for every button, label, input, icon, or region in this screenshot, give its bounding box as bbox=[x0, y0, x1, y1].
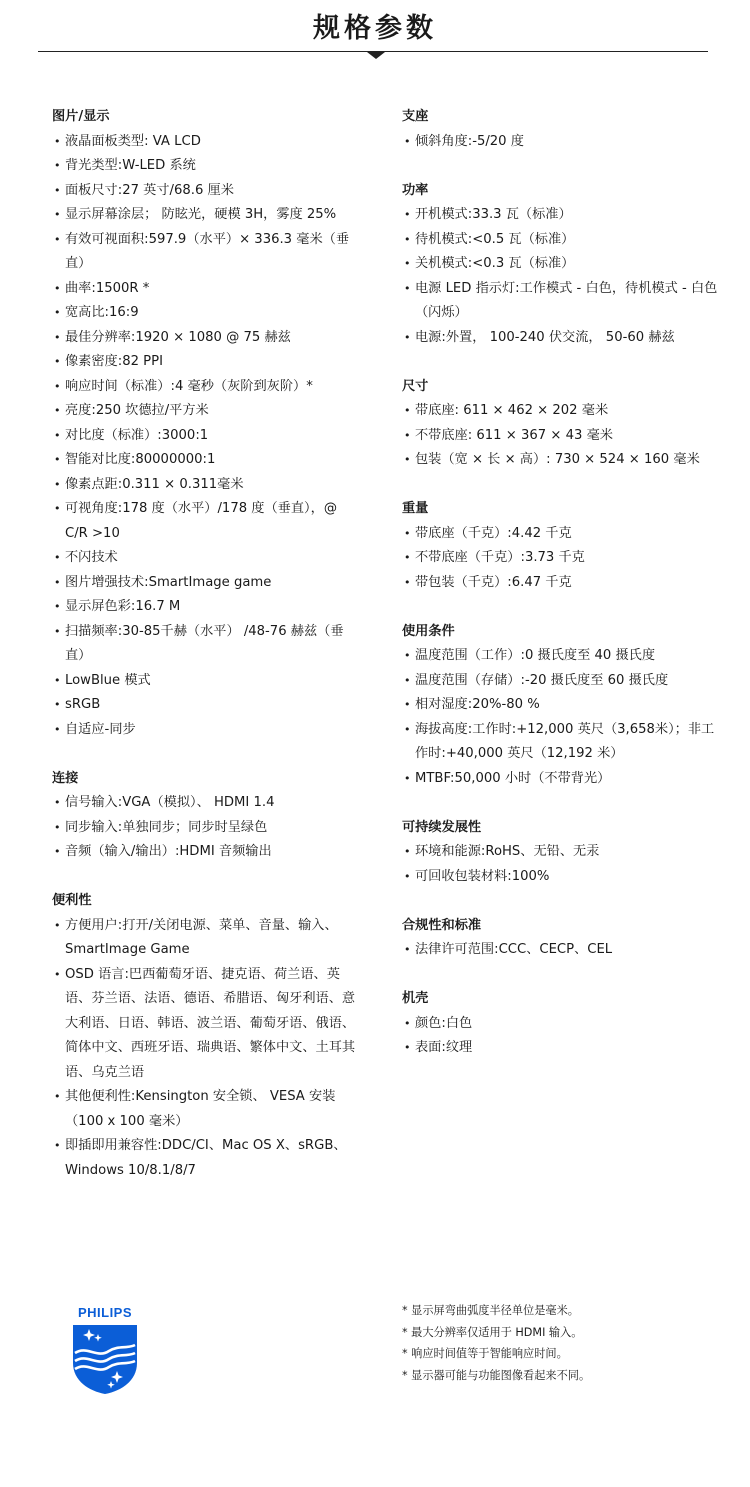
spec-item: • 可视角度:178 度（水平）/178 度（垂直），@ C/R >10 bbox=[52, 497, 362, 546]
spec-item: • 不闪技术 bbox=[52, 546, 362, 571]
spec-item: • 宽高比:16:9 bbox=[52, 301, 362, 326]
spec-item: • 显示屏幕涂层； 防眩光，硬模 3H，雾度 25% bbox=[52, 203, 362, 228]
section-title: 尺寸 bbox=[402, 378, 429, 394]
spec-section-dimensions bbox=[402, 375, 722, 473]
section-title: 支座 bbox=[402, 109, 429, 124]
footnote: * 响应时间值等于智能响应时间。 bbox=[402, 1347, 568, 1360]
spec-item: • 不带底座（千克）:3.73 千克 bbox=[402, 546, 722, 571]
page-title: 规格参数 bbox=[313, 13, 437, 44]
spec-item: • 倾斜角度:-5/20 度 bbox=[402, 130, 722, 155]
spec-item: • 带底座: 611 × 462 × 202 毫米 bbox=[402, 399, 722, 424]
spec-item: • 响应时间（标准）:4 毫秒（灰阶到灰阶）* bbox=[52, 375, 362, 400]
spec-item: • 即插即用兼容性:DDC/CI、Mac OS X、sRGB、Windows 10/8.1/8/7 bbox=[52, 1134, 362, 1183]
section-title: 合规性和标准 bbox=[402, 917, 482, 933]
spec-item: • OSD 语言:巴西葡萄牙语、捷克语、荷兰语、英语、芬兰语、法语、德语、希腊语、匈牙利语、意大利语、日语、韩语、波兰语、葡萄牙语、俄语、简体中文、西班牙语、瑞典语、繁体中文、土耳其语、乌克兰语 bbox=[52, 963, 362, 1086]
section-title: 使用条件 bbox=[402, 623, 455, 639]
spec-section-power bbox=[402, 179, 722, 351]
spec-item: • 曲率:1500R * bbox=[52, 277, 362, 302]
spec-item: • 包装（宽 × 长 × 高）: 730 × 524 × 160 毫米 bbox=[402, 448, 722, 473]
spec-item: • 液晶面板类型: VA LCD bbox=[52, 130, 362, 155]
spec-section-operating-conditions bbox=[402, 620, 722, 792]
footnote: * 最大分辨率仅适用于 HDMI 输入。 bbox=[402, 1325, 583, 1339]
spec-item: • 带包装（千克）:6.47 千克 bbox=[402, 571, 722, 596]
spec-item: • 有效可视面积:597.9（水平）× 336.3 毫米（垂直） bbox=[52, 228, 362, 277]
spec-item: • MTBF:50,000 小时（不带背光） bbox=[402, 767, 722, 792]
section-title: 便利性 bbox=[52, 893, 92, 908]
spec-item: • 法律许可范围:CCC、CECP、CEL bbox=[402, 938, 722, 963]
philips-shield-icon bbox=[69, 1301, 141, 1395]
spec-item: • 温度范围（存储）:-20 摄氏度至 60 摄氏度 bbox=[402, 669, 722, 694]
section-title: 功率 bbox=[402, 182, 429, 198]
spec-item: • 关机模式:<0.3 瓦（标准） bbox=[402, 252, 722, 277]
spec-item: • 扫描频率:30-85千赫（水平） /48-76 赫兹（垂直） bbox=[52, 620, 362, 669]
spec-section-display bbox=[52, 105, 362, 742]
spec-item: • 开机模式:33.3 瓦（标准） bbox=[402, 203, 722, 228]
spec-item: • 环境和能源:RoHS、无铅、无汞 bbox=[402, 840, 722, 865]
spec-item: • 音频（输入/输出）:HDMI 音频输出 bbox=[52, 840, 362, 865]
spec-item: • 温度范围（工作）:0 摄氏度至 40 摄氏度 bbox=[402, 644, 722, 669]
divider-notch-icon bbox=[367, 52, 385, 59]
spec-item: • 不带底座: 611 × 367 × 43 毫米 bbox=[402, 424, 722, 449]
spec-section-weight bbox=[402, 497, 722, 595]
spec-item: • LowBlue 模式 bbox=[52, 669, 362, 694]
spec-item: • 电源:外置， 100-240 伏交流， 50-60 赫兹 bbox=[402, 326, 722, 351]
section-title: 重量 bbox=[402, 501, 429, 516]
spec-column-left bbox=[52, 105, 362, 1208]
philips-logo bbox=[69, 1301, 141, 1395]
spec-item: • 自适应-同步 bbox=[52, 718, 362, 743]
spec-item: • 相对湿度:20%-80 % bbox=[402, 693, 722, 718]
spec-item: • 亮度:250 坎德拉/平方米 bbox=[52, 399, 362, 424]
spec-item: • 信号输入:VGA（模拟）、 HDMI 1.4 bbox=[52, 791, 362, 816]
logo-wordmark: PHILIPS bbox=[77, 1305, 133, 1320]
spec-item: • 方便用户:打开/关闭电源、菜单、音量、输入、SmartImage Game bbox=[52, 914, 362, 963]
section-title: 连接 bbox=[52, 770, 79, 786]
spec-item: • 智能对比度:80000000:1 bbox=[52, 448, 362, 473]
spec-item: • 电源 LED 指示灯:工作模式 - 白色，待机模式 - 白色（闪烁） bbox=[402, 277, 722, 326]
footnote: * 显示器可能与功能图像看起来不同。 bbox=[402, 1368, 591, 1382]
section-title: 图片/显示 bbox=[52, 109, 110, 124]
spec-column-right bbox=[402, 105, 722, 1085]
section-title: 机壳 bbox=[402, 991, 429, 1006]
spec-item: • 带底座（千克）:4.42 千克 bbox=[402, 522, 722, 547]
spec-section-compliance bbox=[402, 914, 722, 963]
spec-item: • 背光类型:W-LED 系统 bbox=[52, 154, 362, 179]
spec-section-convenience bbox=[52, 889, 362, 1183]
spec-section-sustainability bbox=[402, 816, 722, 890]
spec-item: • 图片增强技术:SmartImage game bbox=[52, 571, 362, 596]
footnotes bbox=[402, 1300, 590, 1386]
footnote: * 显示屏弯曲弧度半径单位是毫米。 bbox=[402, 1304, 579, 1317]
spec-item: • 表面:纹理 bbox=[402, 1036, 722, 1061]
spec-item: • 待机模式:<0.5 瓦（标准） bbox=[402, 228, 722, 253]
spec-item: • 其他便利性:Kensington 安全锁、 VESA 安装（100 x 100 毫米） bbox=[52, 1085, 362, 1134]
spec-item: • 像素点距:0.311 × 0.311毫米 bbox=[52, 473, 362, 498]
spec-item: • 显示屏色彩:16.7 M bbox=[52, 595, 362, 620]
spec-section-stand bbox=[402, 105, 722, 154]
spec-item: • 对比度（标准）:3000:1 bbox=[52, 424, 362, 449]
spec-section-connectivity bbox=[52, 767, 362, 865]
spec-item: • 像素密度:82 PPI bbox=[52, 350, 362, 375]
page-header bbox=[0, 0, 750, 64]
spec-item: • 海拔高度:工作时:+12,000 英尺（3,658米）；非工作时:+40,000 英尺（12,192 米） bbox=[402, 718, 722, 767]
section-title: 可持续发展性 bbox=[402, 819, 482, 835]
spec-item: • 面板尺寸:27 英寸/68.6 厘米 bbox=[52, 179, 362, 204]
spec-item: • 颜色:白色 bbox=[402, 1012, 722, 1037]
spec-item: • 同步输入:单独同步；同步时呈绿色 bbox=[52, 816, 362, 841]
spec-item: • 可回收包装材料:100% bbox=[402, 865, 722, 890]
spec-section-cabinet bbox=[402, 987, 722, 1061]
spec-item: • 最佳分辨率:1920 × 1080 @ 75 赫兹 bbox=[52, 326, 362, 351]
spec-item: • sRGB bbox=[52, 693, 362, 718]
